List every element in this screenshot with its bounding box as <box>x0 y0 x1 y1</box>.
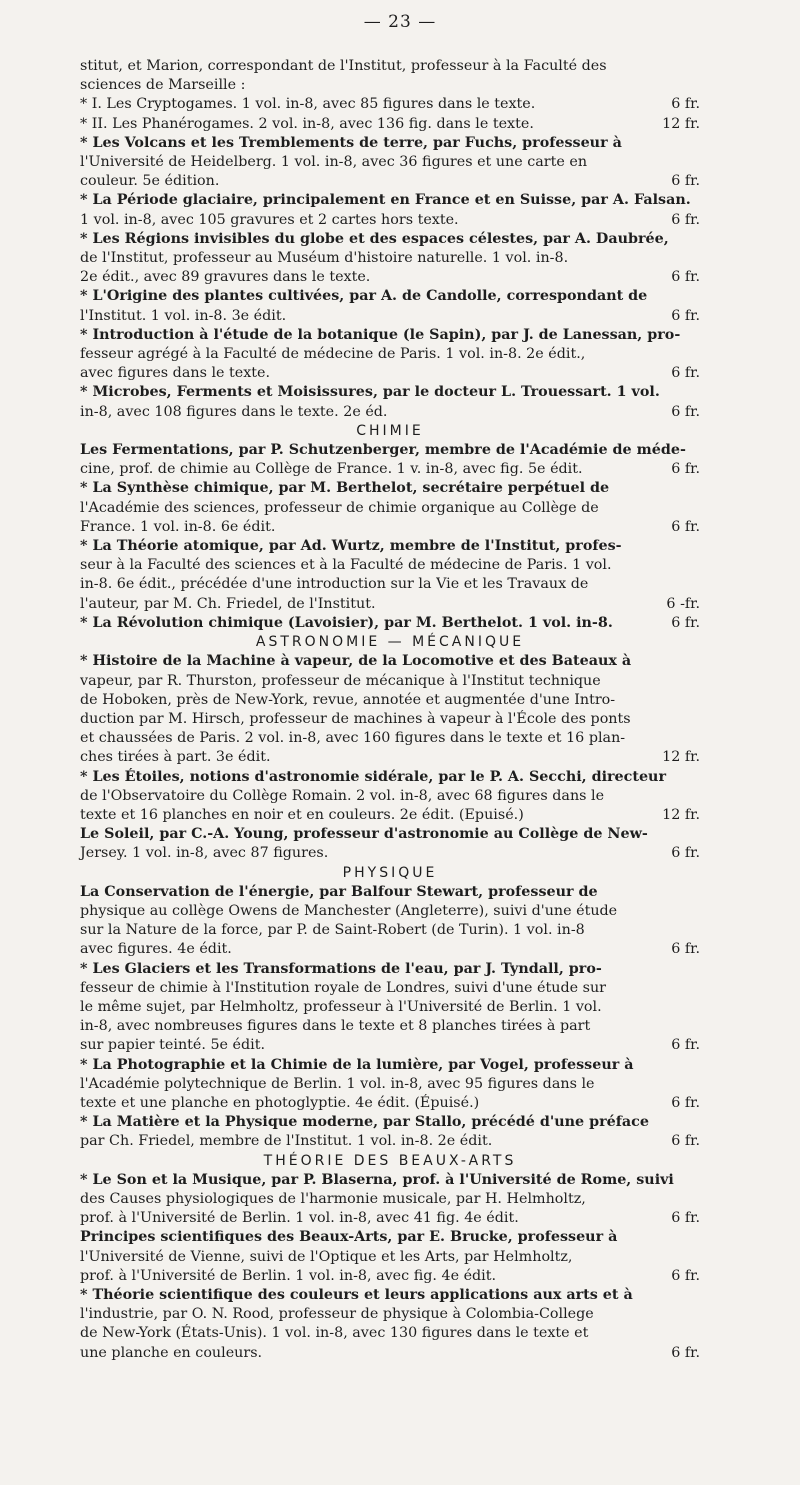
price: 6 fr. <box>671 614 700 631</box>
text-line: physique au collège Owens de Manchester (Angleterre), suivi d'une étude <box>80 902 618 919</box>
price: 6 fr. <box>671 307 700 324</box>
text-line: l'Institut. 1 vol. in-8. 3e édit. 6 fr. <box>80 307 700 326</box>
text-line: vapeur, par R. Thurston, professeur de mécanique à l'Institut technique <box>80 672 601 689</box>
catalogue-entry: Les Fermentations, par P. Schutzenberger, membre de l'Académie de méde- <box>80 442 686 459</box>
text-line: fesseur agrégé à la Faculté de médecine de Paris. 1 vol. in-8. 2e édit., <box>80 346 586 363</box>
text-line: stitut, et Marion, correspondant de l'Institut, professeur à la Faculté des <box>80 58 607 74</box>
price: 12 fr. <box>662 806 700 823</box>
price: 6 fr. <box>671 941 700 958</box>
text-line: de l'Observatoire du Collège Romain. 2 vol. in-8, avec 68 figures dans le <box>80 787 605 804</box>
text-line: cine, prof. de chimie au Collège de France. 1 v. in-8, avec fig. 5e édit. 6 fr. <box>80 460 700 479</box>
text-line: 2e édit., avec 89 gravures dans le texte. 6 fr. <box>80 268 700 287</box>
catalogue-entry: * Microbes, Ferments et Moisissures, par le docteur L. Trouessart. 1 vol. <box>80 384 660 401</box>
text-line: et chaussées de Paris. 2 vol. in-8, avec 160 figures dans le texte et 16 plan- <box>80 730 626 747</box>
section-heading-beaux-arts: THÉORIE DES BEAUX-ARTS <box>263 1152 517 1169</box>
price: 6 fr. <box>671 365 700 382</box>
catalogue-entry: * Les Volcans et les Tremblements de terre, par Fuchs, professeur à <box>80 134 622 151</box>
text-line: 1 vol. in-8, avec 105 gravures et 2 cartes hors texte. 6 fr. <box>80 211 700 230</box>
catalogue-entry: * La Matière et la Physique moderne, par Stallo, précédé d'une préface <box>80 1114 649 1131</box>
catalogue-entry: * La Synthèse chimique, par M. Berthelot, secrétaire perpétuel de <box>80 480 610 497</box>
price: 6 fr. <box>671 1094 700 1111</box>
text-line: avec figures. 4e édit. 6 fr. <box>80 940 700 959</box>
catalogue-entry: * Les Régions invisibles du globe et des espaces célestes, par A. Daubrée, <box>80 230 669 247</box>
catalogue-entry: Principes scientifiques des Beaux-Arts, par E. Brucke, professeur à <box>80 1229 618 1246</box>
catalogue-entry: La Conservation de l'énergie, par Balfour Stewart, professeur de <box>80 883 598 900</box>
text-line: par Ch. Friedel, membre de l'Institut. 1 vol. in-8. 2e édit. 6 fr. <box>80 1132 700 1151</box>
text-line: le même sujet, par Helmholtz, professeur à l'Université de Berlin. 1 vol. <box>80 998 602 1015</box>
section-heading-chimie: CHIMIE <box>356 422 424 439</box>
price: 12 fr. <box>662 749 700 766</box>
price: 6 fr. <box>671 1210 700 1227</box>
price: 6 fr. <box>671 461 700 478</box>
price: 12 fr. <box>662 115 700 132</box>
text-line: France. 1 vol. in-8. 6e édit. 6 fr. <box>80 518 700 537</box>
price: 6 fr. <box>671 1133 700 1150</box>
text-line: in-8. 6e édit., précédée d'une introduction sur la Vie et les Travaux de <box>80 576 589 593</box>
text-line: fesseur de chimie à l'Institution royale de Londres, suivi d'une étude sur <box>80 979 606 996</box>
catalogue-text <box>80 57 700 1363</box>
price: 6 fr. <box>671 173 700 190</box>
text-line: des Causes physiologiques de l'harmonie musicale, par H. Helmholtz, <box>80 1190 586 1207</box>
text-line: sciences de Marseille : <box>80 77 246 94</box>
page-number: — 23 — <box>363 12 437 32</box>
catalogue-entry: * Introduction à l'étude de la botanique (le Sapin), par J. de Lanessan, pro- <box>80 326 681 343</box>
catalogue-entry: * Histoire de la Machine à vapeur, de la Locomotive et des Bateaux à <box>80 653 632 670</box>
catalogue-entry: * L'Origine des plantes cultivées, par A. de Candolle, correspondant de <box>80 288 648 305</box>
text-line: sur papier teinté. 5e édit. 6 fr. <box>80 1036 700 1055</box>
text-line: prof. à l'Université de Berlin. 1 vol. in-8, avec 41 fig. 4e édit. 6 fr. <box>80 1209 700 1228</box>
catalogue-entry: * Les Glaciers et les Transformations de l'eau, par J. Tyndall, pro- <box>80 960 602 977</box>
catalogue-entry: * II. Les Phanérogames. 2 vol. in-8, avec 136 fig. dans le texte. 12 fr. <box>80 115 700 134</box>
text-line: duction par M. Hirsch, professeur de machines à vapeur à l'École des ponts <box>80 710 631 727</box>
text-line: l'industrie, par O. N. Rood, professeur de physique à Colombia-College <box>80 1306 594 1323</box>
catalogue-entry: * Les Étoiles, notions d'astronomie sidérale, par le P. A. Secchi, directeur <box>80 768 666 785</box>
catalogue-entry: * La Photographie et la Chimie de la lumière, par Vogel, professeur à <box>80 1056 634 1073</box>
catalogue-entry: * Théorie scientifique des couleurs et leurs applications aux arts et à <box>80 1287 633 1303</box>
text-line: de New-York (États-Unis). 1 vol. in-8, avec 130 figures dans le texte et <box>80 1325 589 1342</box>
catalogue-entry: * La Période glaciaire, principalement en France et en Suisse, par A. Falsan. <box>80 192 691 209</box>
price: 6 -fr. <box>666 595 700 612</box>
text-line: texte et une planche en photoglyptie. 4e édit. (Épuisé.) 6 fr. <box>80 1094 700 1113</box>
text-line: in-8, avec 108 figures dans le texte. 2e éd. 6 fr. <box>80 403 700 422</box>
price: 6 fr. <box>671 845 700 862</box>
text-line: in-8, avec nombreuses figures dans le texte et 8 planches tirées à part <box>80 1018 591 1035</box>
text-line: de l'Institut, professeur au Muséum d'histoire naturelle. 1 vol. in-8. <box>80 250 569 267</box>
price: 6 fr. <box>671 403 700 420</box>
text-line: seur à la Faculté des sciences et à la Faculté de médecine de Paris. 1 vol. <box>80 557 612 574</box>
text-line: couleur. 5e édition. 6 fr. <box>80 172 700 191</box>
text-line: Jersey. 1 vol. in-8, avec 87 figures. 6 fr. <box>80 844 700 863</box>
text-line: l'Université de Heidelberg. 1 vol. in-8, avec 36 figures et une carte en <box>80 154 588 171</box>
text-line: de Hoboken, près de New-York, revue, annotée et augmentée d'une Intro- <box>80 691 616 708</box>
text-line: prof. à l'Université de Berlin. 1 vol. in-8, avec fig. 4e édit. 6 fr. <box>80 1267 700 1286</box>
section-heading-physique: PHYSIQUE <box>342 864 438 881</box>
price: 6 fr. <box>671 96 700 113</box>
text-line: l'Académie des sciences, professeur de chimie organique au Collège de <box>80 499 599 516</box>
text-line: avec figures dans le texte. 6 fr. <box>80 364 700 383</box>
price: 6 fr. <box>671 1267 700 1284</box>
catalogue-entry: * Le Son et la Musique, par P. Blaserna, prof. à l'Université de Rome, suivi <box>80 1171 674 1188</box>
section-heading-astronomie: ASTRONOMIE — MÉCANIQUE <box>255 634 525 651</box>
price: 6 fr. <box>671 211 700 228</box>
price: 6 fr. <box>671 1037 700 1054</box>
text-line: sur la Nature de la force, par P. de Saint-Robert (de Turin). 1 vol. in-8 <box>80 922 585 939</box>
price: 6 fr. <box>671 518 700 535</box>
text-line: texte et 16 planches en noir et en couleurs. 2e édit. (Epuisé.) 12 fr. <box>80 806 700 825</box>
text-line: l'Académie polytechnique de Berlin. 1 vol. in-8, avec 95 figures dans le <box>80 1075 595 1092</box>
text-line: une planche en couleurs. 6 fr. <box>80 1344 700 1363</box>
price: 6 fr. <box>671 269 700 286</box>
price: 6 fr. <box>671 1344 700 1361</box>
catalogue-entry: Le Soleil, par C.-A. Young, professeur d'astronomie au Collège de New- <box>80 826 648 843</box>
catalogue-entry: * I. Les Cryptogames. 1 vol. in-8, avec 85 figures dans le texte. 6 fr. <box>80 95 700 114</box>
text-line: l'auteur, par M. Ch. Friedel, de l'Institut. 6 -fr. <box>80 595 700 614</box>
catalogue-entry: * La Révolution chimique (Lavoisier), par M. Berthelot. 1 vol. in-8. 6 fr. <box>80 614 700 633</box>
catalogue-entry: * La Théorie atomique, par Ad. Wurtz, membre de l'Institut, profes- <box>80 538 622 555</box>
text-line: ches tirées à part. 3e édit. 12 fr. <box>80 748 700 767</box>
text-line: l'Université de Vienne, suivi de l'Optique et les Arts, par Helmholtz, <box>80 1248 573 1265</box>
